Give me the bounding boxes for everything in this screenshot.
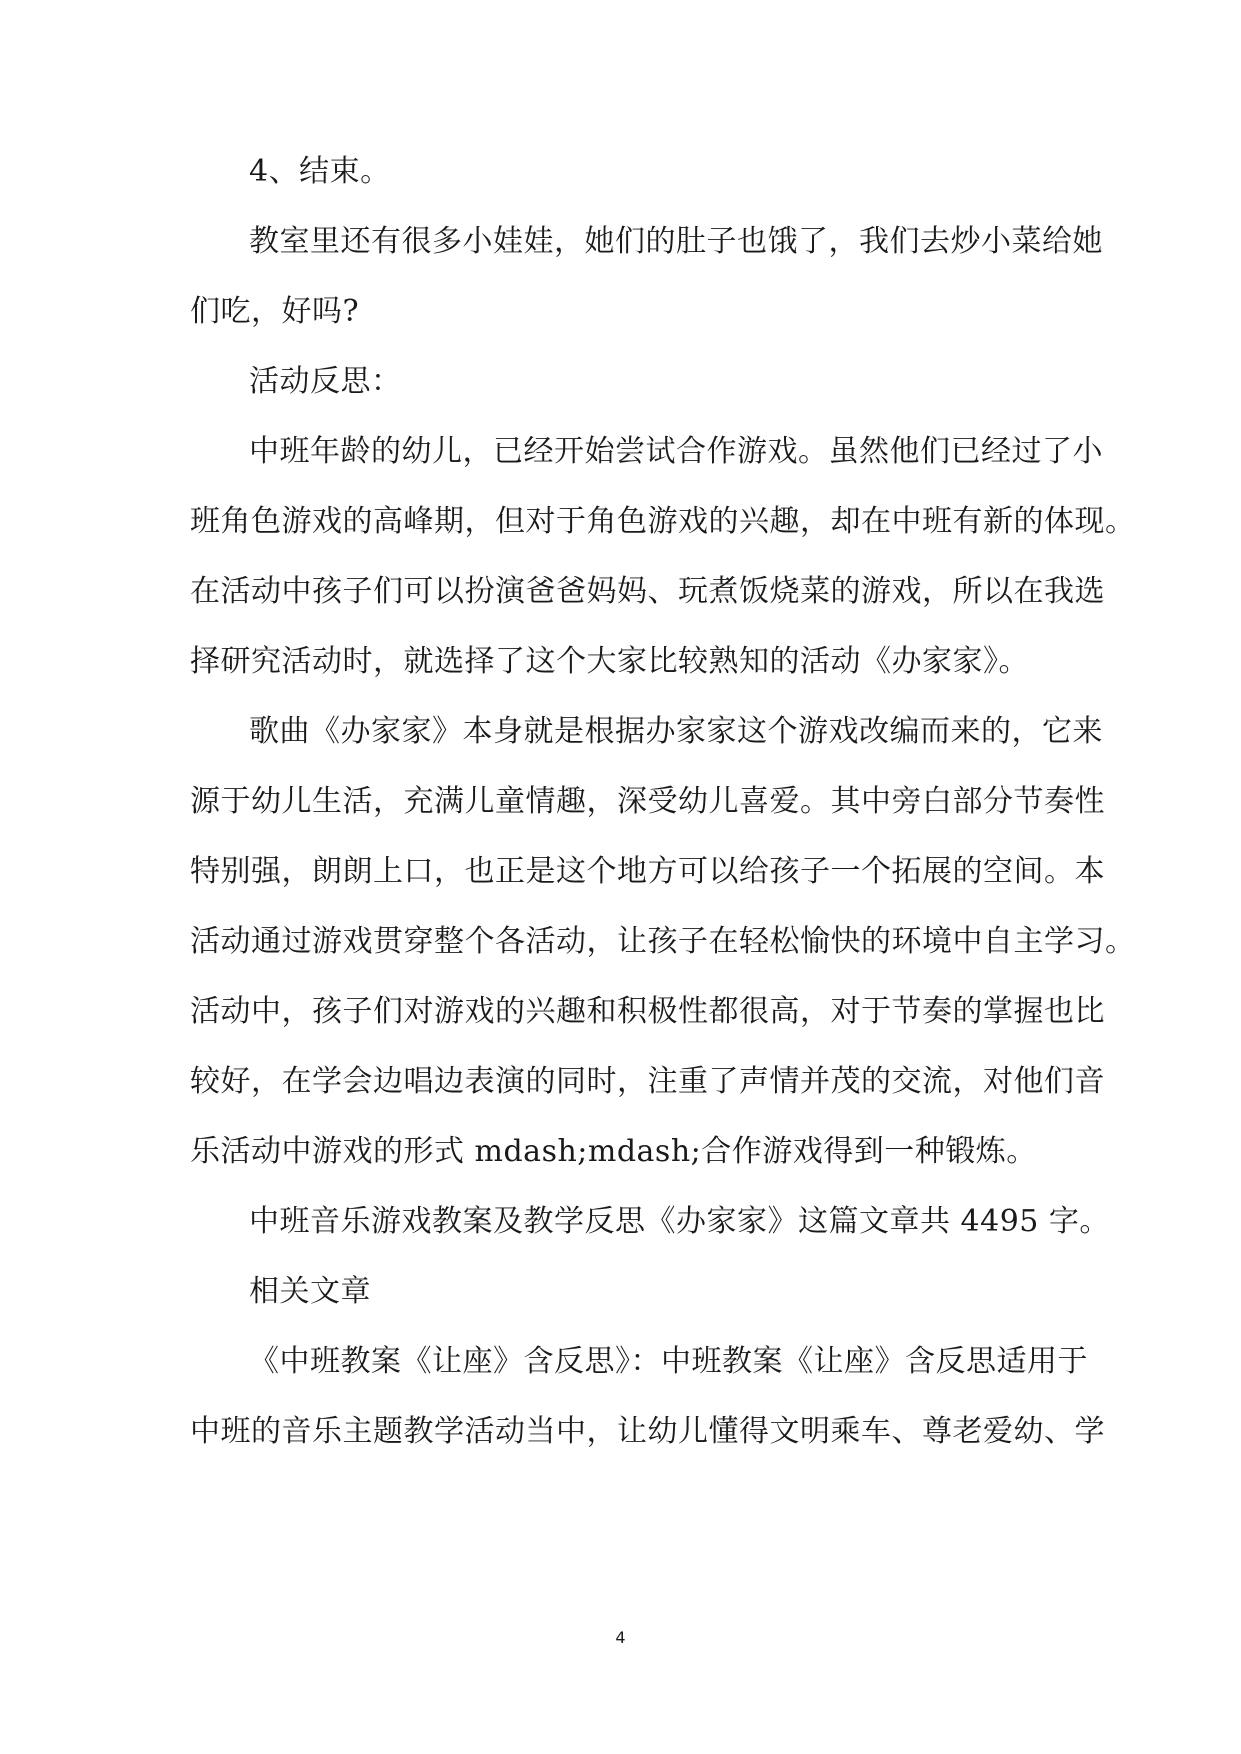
paragraph-line: 乐活动中游戏的形式 mdash;mdash;合作游戏得到一种锻炼。 [190, 1134, 1037, 1169]
paragraph-line: 在活动中孩子们可以扮演爸爸妈妈、玩煮饭烧菜的游戏，所以在我选 [190, 574, 1105, 609]
paragraph-line: 歌曲《办家家》本身就是根据办家家这个游戏改编而来的，它来 [249, 714, 1103, 749]
paragraph-line: 《中班教案《让座》含反思》：中班教案《让座》含反思适用于 [249, 1344, 1088, 1379]
paragraph-line: 活动通过游戏贯穿整个各活动，让孩子在轻松愉快的环境中自主学习。 [190, 924, 1136, 959]
paragraph-line: 活动反思： [249, 364, 402, 399]
page-number: 4 [615, 1628, 626, 1647]
paragraph-line: 教室里还有很多小娃娃，她们的肚子也饿了，我们去炒小菜给她 [249, 224, 1103, 259]
paragraph-line: 择研究活动时，就选择了这个大家比较熟知的活动《办家家》。 [190, 644, 1029, 679]
paragraph-line: 特别强，朗朗上口，也正是这个地方可以给孩子一个拓展的空间。本 [190, 854, 1105, 889]
paragraph-line: 较好，在学会边唱边表演的同时，注重了声情并茂的交流，对他们音 [190, 1064, 1105, 1099]
section-heading: 相关文章 [249, 1274, 371, 1309]
paragraph-line: 活动中，孩子们对游戏的兴趣和积极性都很高，对于节奏的掌握也比 [190, 994, 1105, 1029]
paragraph-line: 源于幼儿生活，充满儿童情趣，深受幼儿喜爱。其中旁白部分节奏性 [190, 784, 1105, 819]
paragraph-line: 中班音乐游戏教案及教学反思《办家家》这篇文章共 4495 字。 [249, 1204, 1110, 1239]
paragraph-line: 中班的音乐主题教学活动当中，让幼儿懂得文明乘车、尊老爱幼、学 [190, 1414, 1105, 1449]
paragraph-line: 班角色游戏的高峰期，但对于角色游戏的兴趣，却在中班有新的体现。 [190, 504, 1136, 539]
paragraph-line: 4、结束。 [249, 154, 391, 189]
paragraph-line: 们吃，好吗? [190, 294, 360, 329]
paragraph-line: 中班年龄的幼儿，已经开始尝试合作游戏。虽然他们已经过了小 [249, 434, 1103, 469]
